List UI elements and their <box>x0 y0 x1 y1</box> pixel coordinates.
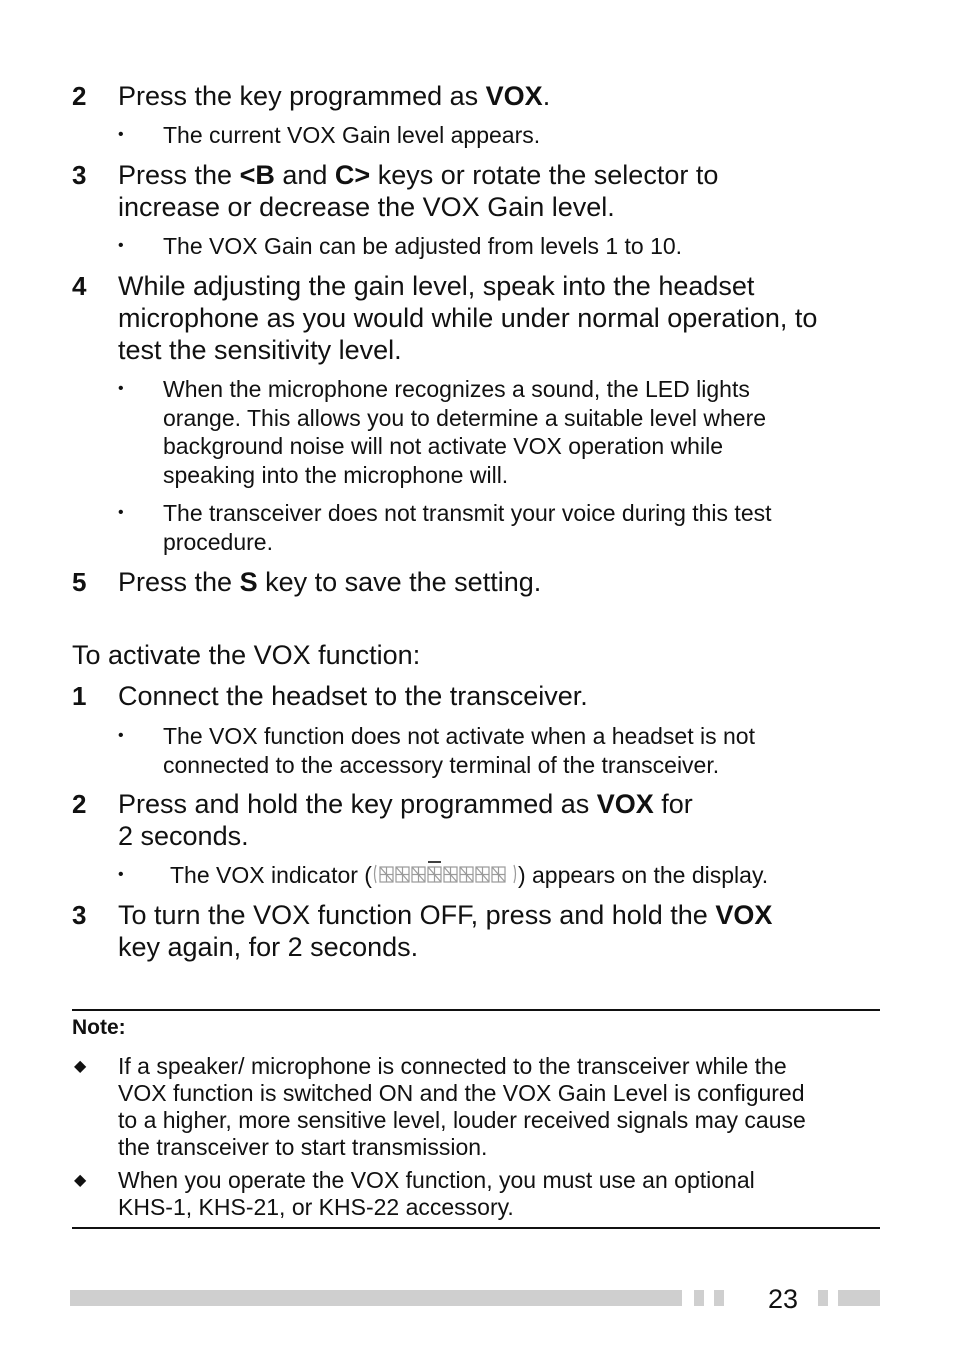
note-bottom-rule <box>72 1227 880 1229</box>
diamond-bullet-icon: ◆ <box>74 1172 87 1189</box>
step-number: 5 <box>72 567 87 597</box>
key-name: <B <box>239 160 275 190</box>
step-number: 3 <box>72 160 87 190</box>
note-line: VOX function is switched ON and the VOX Gain Level is configured <box>118 1080 805 1106</box>
bullet-text <box>170 861 870 894</box>
section-heading: To activate the VOX function: <box>72 640 421 670</box>
footer-block <box>818 1290 828 1306</box>
step-number: 3 <box>72 900 87 930</box>
bullet-line: speaking into the microphone will. <box>163 461 509 488</box>
step-text: Connect the headset to the transceiver. <box>118 681 588 711</box>
step-number: 1 <box>72 681 87 711</box>
bullet-dot: • <box>118 504 124 521</box>
page-number: 23 <box>767 1284 799 1314</box>
bullet-line: connected to the accessory terminal of the transceiver. <box>163 751 720 778</box>
step-text <box>118 566 888 598</box>
step-number: 2 <box>72 81 87 111</box>
note-top-rule <box>72 1009 880 1011</box>
footer-bar <box>70 1290 682 1306</box>
key-name: VOX <box>715 900 773 930</box>
step-text <box>118 788 888 852</box>
step-text <box>118 899 888 963</box>
bullet-text-part: ) appears on the display. <box>517 862 769 888</box>
bullet-text: The current VOX Gain level appears. <box>163 122 541 148</box>
key-name: VOX <box>596 789 654 819</box>
bullet-text <box>163 722 863 779</box>
note-item <box>118 1053 878 1161</box>
note-line: When you operate the VOX function, you must use an optional <box>118 1167 755 1193</box>
bullet-line: orange. This allows you to determine a suitable level where <box>163 404 767 431</box>
step-text-part: Press and hold the key programmed as <box>118 789 597 819</box>
step-text-part: and <box>274 160 335 190</box>
lcd-segment-vox-indicator-icon <box>373 861 517 894</box>
step-number: 2 <box>72 789 87 819</box>
bullet-line: The transceiver does not transmit your voice during this test <box>163 500 772 526</box>
bullet-line: procedure. <box>163 528 273 555</box>
note-line: KHS-1, KHS-21, or KHS-22 accessory. <box>118 1194 514 1220</box>
note-item <box>118 1167 878 1221</box>
step-text-part: . <box>542 81 551 111</box>
step-text-line: While adjusting the gain level, speak into the headset <box>118 271 755 301</box>
bullet-dot: • <box>118 380 124 397</box>
note-heading: Note: <box>72 1016 126 1039</box>
step-text-line: 2 seconds. <box>118 821 249 851</box>
step-text-line: test the sensitivity level. <box>118 335 402 365</box>
bullet-text <box>163 499 863 556</box>
step-text-part: key to save the setting. <box>257 567 542 597</box>
bullet-line: When the microphone recognizes a sound, the LED lights <box>163 376 750 402</box>
bullet-line: background noise will not activate VOX operation while <box>163 433 723 460</box>
bullet-text-part: The VOX indicator ( <box>170 862 372 888</box>
step-text-part: keys or rotate the selector to <box>370 160 719 190</box>
note-line: If a speaker/ microphone is connected to the transceiver while the <box>118 1053 787 1079</box>
bullet-text <box>163 375 863 489</box>
step-text-part: for <box>653 789 693 819</box>
footer-block <box>714 1290 724 1306</box>
step-text-part: Press the <box>118 567 240 597</box>
diamond-bullet-icon: ◆ <box>74 1058 87 1075</box>
step-text <box>118 80 888 112</box>
bullet-dot: • <box>118 727 124 744</box>
note-line: to a higher, more sensitive level, louder received signals may cause <box>118 1107 806 1133</box>
step-text-line: increase or decrease the VOX Gain level. <box>118 192 615 222</box>
step-text-part: Press the key programmed as <box>118 81 486 111</box>
key-name: S <box>239 567 258 597</box>
step-number: 4 <box>72 271 87 301</box>
bullet-text: The VOX Gain can be adjusted from levels 1 to 10. <box>163 233 683 259</box>
bullet-dot: • <box>118 237 124 254</box>
note-line: the transceiver to start transmission. <box>118 1134 488 1160</box>
footer-block <box>694 1290 704 1306</box>
key-name: C> <box>334 160 371 190</box>
footer-bar <box>838 1290 880 1306</box>
bullet-dot: • <box>118 126 124 143</box>
bullet-dot: • <box>118 866 124 883</box>
step-text-part: To turn the VOX function OFF, press and hold the <box>118 900 716 930</box>
step-text-line: key again, for 2 seconds. <box>118 932 419 962</box>
step-text <box>118 270 888 366</box>
step-text-line: microphone as you would while under normal operation, to <box>118 303 818 333</box>
step-text-part: Press the <box>118 160 240 190</box>
key-name: VOX <box>485 81 543 111</box>
bullet-line: The VOX function does not activate when a headset is not <box>163 723 755 749</box>
step-text <box>118 159 888 223</box>
